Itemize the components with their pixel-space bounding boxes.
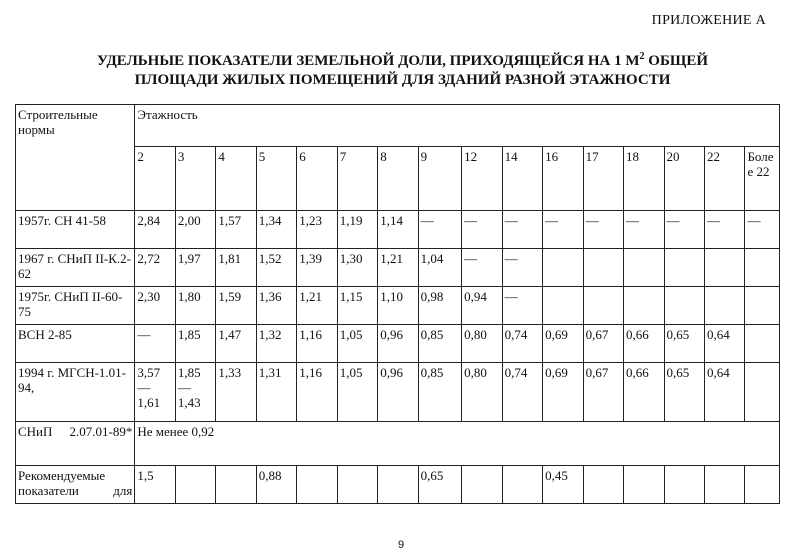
value-cell: —: [418, 211, 462, 249]
floor-header: 4: [216, 147, 256, 211]
value-cell: 2,84: [135, 211, 175, 249]
value-cell: 1,19: [337, 211, 377, 249]
value-cell: 0,74: [502, 363, 542, 422]
floor-header: 12: [462, 147, 502, 211]
value-cell: 0,85: [418, 325, 462, 363]
value-cell: [543, 249, 583, 287]
value-cell: [624, 466, 664, 504]
value-cell: —: [543, 211, 583, 249]
land-share-table: [15, 104, 780, 504]
recommended-row: [16, 466, 780, 504]
value-cell: —: [502, 249, 542, 287]
floor-header: 6: [297, 147, 337, 211]
value-cell: 0,67: [583, 325, 623, 363]
value-cell: —: [583, 211, 623, 249]
floor-header: 3: [175, 147, 215, 211]
value-cell: 0,88: [256, 466, 296, 504]
value-cell: [175, 466, 215, 504]
value-cell: 1,59: [216, 287, 256, 325]
value-cell: [216, 466, 256, 504]
value-cell: [502, 466, 542, 504]
value-cell: [297, 466, 337, 504]
value-cell: 2,30: [135, 287, 175, 325]
title-line-1: УДЕЛЬНЫЕ ПОКАЗАТЕЛИ ЗЕМЕЛЬНОЙ ДОЛИ, ПРИХОДЯЩЕЙСЯ НА 1 $М^2$ ОБЩЕЙ: [96, 51, 709, 69]
value-cell: [745, 466, 780, 504]
value-cell: [704, 466, 744, 504]
row-norm-cell: 1975г. СНиП II-60-75: [16, 287, 135, 325]
header-row: [16, 105, 780, 147]
table-row: [16, 363, 780, 422]
value-cell: —: [624, 211, 664, 249]
snip-value-cell: Не менее 0,92: [135, 422, 780, 466]
value-cell: —: [462, 249, 502, 287]
value-cell: —: [704, 211, 744, 249]
value-cell: 1,5: [135, 466, 175, 504]
floor-header: 2: [135, 147, 175, 211]
value-cell: 1,85: [175, 325, 215, 363]
value-cell: 1,36: [256, 287, 296, 325]
table-row: [16, 211, 780, 249]
value-cell: [543, 287, 583, 325]
value-cell: 1,34: [256, 211, 296, 249]
value-cell: 0,64: [704, 363, 744, 422]
floor-header: 16: [543, 147, 583, 211]
value-cell: 0,66: [624, 325, 664, 363]
row-norm-cell: Рекомендуемые показатели для: [16, 466, 135, 504]
value-cell: 1,15: [337, 287, 377, 325]
floor-header: 18: [624, 147, 664, 211]
value-cell: —: [502, 287, 542, 325]
value-cell: [583, 466, 623, 504]
value-cell: 0,65: [664, 363, 704, 422]
value-cell: 0,98: [418, 287, 462, 325]
value-cell: 0,94: [462, 287, 502, 325]
page-number: 9: [398, 539, 405, 551]
floor-header: Более 22: [745, 147, 780, 211]
value-cell: [745, 363, 780, 422]
floor-header: 7: [337, 147, 377, 211]
value-cell: 2,72: [135, 249, 175, 287]
table-row: [16, 325, 780, 363]
value-cell: 0,69: [543, 363, 583, 422]
value-cell: [745, 325, 780, 363]
value-cell: 0,65: [664, 325, 704, 363]
value-cell: 1,32: [256, 325, 296, 363]
value-cell: 0,64: [704, 325, 744, 363]
table-row: [16, 287, 780, 325]
value-cell: 1,10: [378, 287, 418, 325]
value-cell: 1,97: [175, 249, 215, 287]
value-cell: 1,85 — 1,43: [175, 363, 215, 422]
value-cell: 0,80: [462, 363, 502, 422]
value-cell: 0,45: [543, 466, 583, 504]
value-cell: 1,47: [216, 325, 256, 363]
row-norm-cell: 1967 г. СНиП II-К.2-62: [16, 249, 135, 287]
value-cell: 1,14: [378, 211, 418, 249]
value-cell: —: [135, 325, 175, 363]
value-cell: 1,39: [297, 249, 337, 287]
floor-header: 20: [664, 147, 704, 211]
floors-header: Этажность: [135, 105, 780, 147]
value-cell: [704, 287, 744, 325]
value-cell: [583, 287, 623, 325]
norms-header: Строительные нормы: [16, 105, 135, 211]
value-cell: 1,80: [175, 287, 215, 325]
value-cell: [462, 466, 502, 504]
value-cell: 1,33: [216, 363, 256, 422]
value-cell: 0,67: [583, 363, 623, 422]
value-cell: 3,57 — 1,61: [135, 363, 175, 422]
value-cell: [704, 249, 744, 287]
value-cell: —: [664, 211, 704, 249]
value-cell: 1,57: [216, 211, 256, 249]
row-norm-cell: 1957г. СН 41-58: [16, 211, 135, 249]
value-cell: 0,96: [378, 325, 418, 363]
snip-row: [16, 422, 780, 466]
value-cell: 0,66: [624, 363, 664, 422]
value-cell: 0,65: [418, 466, 462, 504]
floor-header: 5: [256, 147, 296, 211]
value-cell: 0,69: [543, 325, 583, 363]
value-cell: 1,21: [297, 287, 337, 325]
value-cell: 1,05: [337, 363, 377, 422]
value-cell: 1,31: [256, 363, 296, 422]
value-cell: [378, 466, 418, 504]
row-norm-cell: ВСН 2-85: [16, 325, 135, 363]
value-cell: 0,80: [462, 325, 502, 363]
value-cell: 1,05: [337, 325, 377, 363]
value-cell: [583, 249, 623, 287]
value-cell: —: [502, 211, 542, 249]
value-cell: [745, 249, 780, 287]
floor-header: 8: [378, 147, 418, 211]
appendix-label: ПРИЛОЖЕНИЕ А: [651, 13, 766, 28]
row-norm-cell: 1994 г. МГСН-1.01-94,: [16, 363, 135, 422]
value-cell: —: [745, 211, 780, 249]
row-norm-cell: СНиП 2.07.01-89*: [16, 422, 135, 466]
floor-header: 9: [418, 147, 462, 211]
value-cell: 1,23: [297, 211, 337, 249]
value-cell: 2,00: [175, 211, 215, 249]
value-cell: 1,30: [337, 249, 377, 287]
document-title: [40, 47, 765, 90]
value-cell: 1,16: [297, 363, 337, 422]
table-row: [16, 249, 780, 287]
floor-header: 17: [583, 147, 623, 211]
value-cell: 1,52: [256, 249, 296, 287]
floor-header: 14: [502, 147, 542, 211]
value-cell: 1,04: [418, 249, 462, 287]
value-cell: [664, 466, 704, 504]
value-cell: [624, 249, 664, 287]
value-cell: [664, 249, 704, 287]
value-cell: [337, 466, 377, 504]
value-cell: 0,85: [418, 363, 462, 422]
value-cell: [624, 287, 664, 325]
floor-header: 22: [704, 147, 744, 211]
value-cell: [664, 287, 704, 325]
value-cell: 1,81: [216, 249, 256, 287]
value-cell: —: [462, 211, 502, 249]
value-cell: 1,21: [378, 249, 418, 287]
value-cell: [745, 287, 780, 325]
value-cell: 0,96: [378, 363, 418, 422]
title-line-2: ПЛОЩАДИ ЖИЛЫХ ПОМЕЩЕНИЙ ДЛЯ ЗДАНИЙ РАЗНОЙ ЭТАЖНОСТИ: [134, 72, 671, 88]
value-cell: 0,74: [502, 325, 542, 363]
value-cell: 1,16: [297, 325, 337, 363]
